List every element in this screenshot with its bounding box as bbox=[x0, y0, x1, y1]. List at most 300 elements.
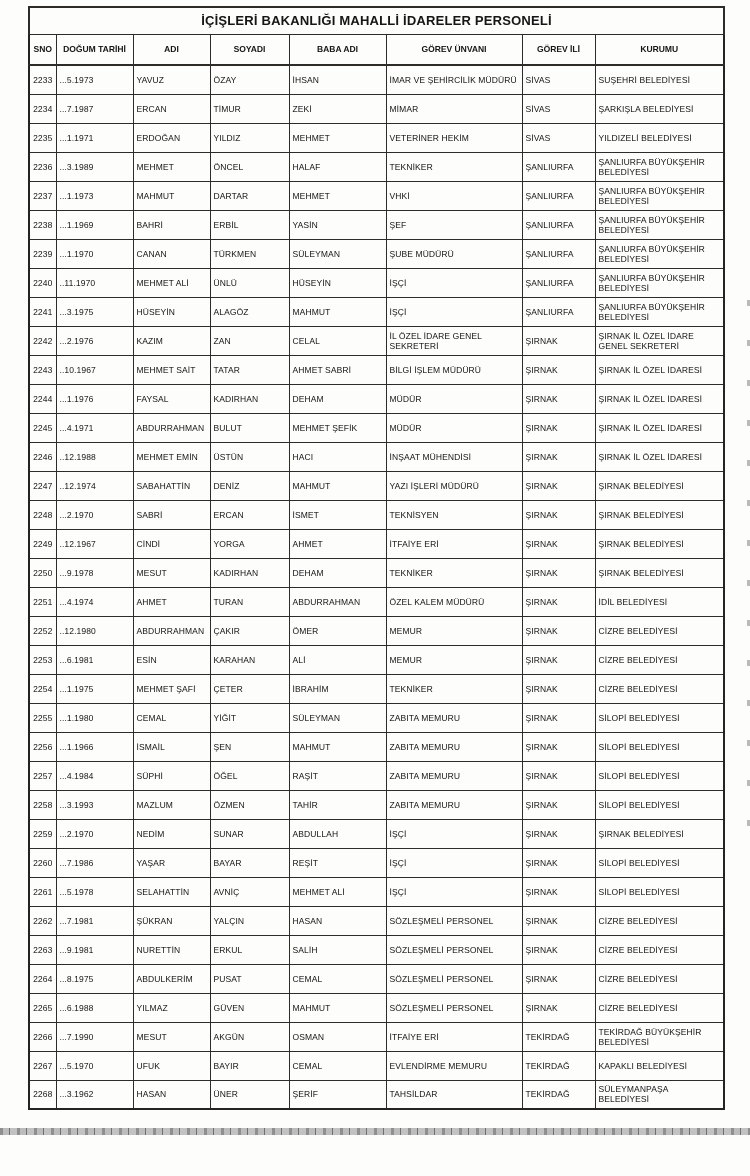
table-row bbox=[29, 790, 724, 819]
cell-soyadi: ERBİL bbox=[210, 210, 289, 239]
cell-baba-adi: AHMET bbox=[289, 529, 386, 558]
cell-gorev-ili: ŞIRNAK bbox=[522, 616, 595, 645]
cell-soyadi: SUNAR bbox=[210, 819, 289, 848]
cell-kurumu: CİZRE BELEDİYESİ bbox=[595, 935, 724, 964]
cell-adi: ESİN bbox=[133, 645, 210, 674]
cell-sno: 2256 bbox=[29, 732, 56, 761]
cell-dogum-tarihi: ...1.1976 bbox=[56, 384, 133, 413]
cell-gorev-ili: ŞIRNAK bbox=[522, 413, 595, 442]
cell-kurumu: SUŞEHRİ BELEDİYESİ bbox=[595, 65, 724, 94]
cell-adi: AHMET bbox=[133, 587, 210, 616]
cell-gorev-unvani: TEKNİKER bbox=[386, 674, 522, 703]
cell-gorev-unvani: EVLENDİRME MEMURU bbox=[386, 1051, 522, 1080]
cell-dogum-tarihi: ...3.1962 bbox=[56, 1080, 133, 1109]
table-row bbox=[29, 906, 724, 935]
cell-sno: 2265 bbox=[29, 993, 56, 1022]
cell-sno: 2249 bbox=[29, 529, 56, 558]
cell-adi: CİNDİ bbox=[133, 529, 210, 558]
cell-sno: 2254 bbox=[29, 674, 56, 703]
cell-gorev-ili: ŞIRNAK bbox=[522, 877, 595, 906]
cell-adi: YILMAZ bbox=[133, 993, 210, 1022]
cell-gorev-unvani: İŞÇİ bbox=[386, 297, 522, 326]
cell-soyadi: TURAN bbox=[210, 587, 289, 616]
cell-baba-adi: DEHAM bbox=[289, 384, 386, 413]
cell-gorev-ili: ŞIRNAK bbox=[522, 645, 595, 674]
cell-kurumu: ŞANLIURFA BÜYÜKŞEHİR BELEDİYESİ bbox=[595, 181, 724, 210]
table-row bbox=[29, 558, 724, 587]
column-header-gorev-unvani: GÖREV ÜNVANI bbox=[386, 34, 522, 65]
cell-soyadi: KADIRHAN bbox=[210, 558, 289, 587]
cell-gorev-unvani: MÜDÜR bbox=[386, 384, 522, 413]
cell-gorev-ili: ŞIRNAK bbox=[522, 674, 595, 703]
cell-soyadi: YORGA bbox=[210, 529, 289, 558]
table-row bbox=[29, 819, 724, 848]
cell-kurumu: KAPAKLI BELEDİYESİ bbox=[595, 1051, 724, 1080]
title-row bbox=[29, 7, 724, 34]
table-row bbox=[29, 732, 724, 761]
table-row bbox=[29, 993, 724, 1022]
cell-gorev-ili: ŞIRNAK bbox=[522, 500, 595, 529]
cell-kurumu: SİLOPİ BELEDİYESİ bbox=[595, 732, 724, 761]
cell-sno: 2266 bbox=[29, 1022, 56, 1051]
cell-baba-adi: İBRAHİM bbox=[289, 674, 386, 703]
cell-sno: 2253 bbox=[29, 645, 56, 674]
cell-kurumu: ŞIRNAK BELEDİYESİ bbox=[595, 819, 724, 848]
cell-soyadi: ÜSTÜN bbox=[210, 442, 289, 471]
table-row bbox=[29, 645, 724, 674]
cell-adi: BAHRİ bbox=[133, 210, 210, 239]
table-row bbox=[29, 297, 724, 326]
cell-gorev-ili: ŞIRNAK bbox=[522, 471, 595, 500]
cell-sno: 2259 bbox=[29, 819, 56, 848]
cell-kurumu: TEKİRDAĞ BÜYÜKŞEHİR BELEDİYESİ bbox=[595, 1022, 724, 1051]
cell-gorev-ili: ŞIRNAK bbox=[522, 587, 595, 616]
table-row bbox=[29, 587, 724, 616]
table-row bbox=[29, 1080, 724, 1109]
cell-kurumu: SİLOPİ BELEDİYESİ bbox=[595, 703, 724, 732]
cell-baba-adi: MAHMUT bbox=[289, 732, 386, 761]
cell-kurumu: SİLOPİ BELEDİYESİ bbox=[595, 848, 724, 877]
cell-gorev-unvani: VHKİ bbox=[386, 181, 522, 210]
cell-baba-adi: HALAF bbox=[289, 152, 386, 181]
cell-baba-adi: CEMAL bbox=[289, 1051, 386, 1080]
cell-adi: NURETTİN bbox=[133, 935, 210, 964]
cell-gorev-ili: ŞANLIURFA bbox=[522, 181, 595, 210]
column-header-soyadi: SOYADI bbox=[210, 34, 289, 65]
header-row bbox=[29, 34, 724, 65]
cell-baba-adi: ZEKİ bbox=[289, 94, 386, 123]
cell-kurumu: ŞIRNAK İL ÖZEL İDARESİ bbox=[595, 355, 724, 384]
cell-gorev-ili: ŞIRNAK bbox=[522, 964, 595, 993]
cell-kurumu: ŞIRNAK İL ÖZEL İDARE GENEL SEKRETERİ bbox=[595, 326, 724, 355]
cell-soyadi: ÇAKIR bbox=[210, 616, 289, 645]
cell-kurumu: ŞIRNAK İL ÖZEL İDARESİ bbox=[595, 442, 724, 471]
cell-dogum-tarihi: ...1.1970 bbox=[56, 239, 133, 268]
cell-adi: SELAHATTİN bbox=[133, 877, 210, 906]
cell-gorev-ili: ŞIRNAK bbox=[522, 993, 595, 1022]
cell-adi: MESUT bbox=[133, 1022, 210, 1051]
cell-kurumu: ŞIRNAK İL ÖZEL İDARESİ bbox=[595, 384, 724, 413]
cell-dogum-tarihi: ..10.1967 bbox=[56, 355, 133, 384]
cell-baba-adi: SÜLEYMAN bbox=[289, 239, 386, 268]
table-row bbox=[29, 674, 724, 703]
cell-baba-adi: AHMET SABRİ bbox=[289, 355, 386, 384]
cell-gorev-ili: ŞIRNAK bbox=[522, 906, 595, 935]
cell-adi: NEDİM bbox=[133, 819, 210, 848]
cell-gorev-unvani: MİMAR bbox=[386, 94, 522, 123]
cell-gorev-unvani: ŞEF bbox=[386, 210, 522, 239]
cell-dogum-tarihi: ...2.1976 bbox=[56, 326, 133, 355]
cell-soyadi: ZAN bbox=[210, 326, 289, 355]
cell-gorev-unvani: SÖZLEŞMELİ PERSONEL bbox=[386, 993, 522, 1022]
cell-kurumu: ŞIRNAK BELEDİYESİ bbox=[595, 500, 724, 529]
cell-gorev-ili: ŞIRNAK bbox=[522, 326, 595, 355]
cell-dogum-tarihi: ...3.1989 bbox=[56, 152, 133, 181]
cell-sno: 2250 bbox=[29, 558, 56, 587]
cell-soyadi: YALÇIN bbox=[210, 906, 289, 935]
cell-baba-adi: YASİN bbox=[289, 210, 386, 239]
cell-dogum-tarihi: ...1.1969 bbox=[56, 210, 133, 239]
cell-adi: MEHMET bbox=[133, 152, 210, 181]
table-row bbox=[29, 268, 724, 297]
table-row bbox=[29, 964, 724, 993]
table-row bbox=[29, 471, 724, 500]
cell-baba-adi: HÜSEYİN bbox=[289, 268, 386, 297]
cell-adi: MESUT bbox=[133, 558, 210, 587]
cell-soyadi: BULUT bbox=[210, 413, 289, 442]
cell-gorev-ili: ŞIRNAK bbox=[522, 355, 595, 384]
cell-soyadi: GÜVEN bbox=[210, 993, 289, 1022]
cell-dogum-tarihi: ...5.1973 bbox=[56, 65, 133, 94]
table-row bbox=[29, 1051, 724, 1080]
cell-sno: 2257 bbox=[29, 761, 56, 790]
cell-adi: SABAHATTİN bbox=[133, 471, 210, 500]
table-row bbox=[29, 355, 724, 384]
cell-gorev-unvani: TAHSİLDAR bbox=[386, 1080, 522, 1109]
cell-dogum-tarihi: ...2.1970 bbox=[56, 500, 133, 529]
cell-sno: 2252 bbox=[29, 616, 56, 645]
table-row bbox=[29, 65, 724, 94]
cell-soyadi: ALAGÖZ bbox=[210, 297, 289, 326]
table-row bbox=[29, 239, 724, 268]
cell-soyadi: DARTAR bbox=[210, 181, 289, 210]
cell-gorev-ili: ŞIRNAK bbox=[522, 703, 595, 732]
cell-kurumu: CİZRE BELEDİYESİ bbox=[595, 964, 724, 993]
cell-sno: 2251 bbox=[29, 587, 56, 616]
table-row bbox=[29, 877, 724, 906]
cell-sno: 2241 bbox=[29, 297, 56, 326]
cell-gorev-ili: TEKİRDAĞ bbox=[522, 1022, 595, 1051]
cell-sno: 2245 bbox=[29, 413, 56, 442]
cell-soyadi: ŞEN bbox=[210, 732, 289, 761]
cell-sno: 2236 bbox=[29, 152, 56, 181]
cell-dogum-tarihi: ...1.1980 bbox=[56, 703, 133, 732]
cell-kurumu: CİZRE BELEDİYESİ bbox=[595, 993, 724, 1022]
cell-kurumu: CİZRE BELEDİYESİ bbox=[595, 906, 724, 935]
scan-artifact-bar bbox=[0, 1128, 750, 1135]
cell-gorev-unvani: TEKNİKER bbox=[386, 558, 522, 587]
cell-gorev-unvani: İNŞAAT MÜHENDİSİ bbox=[386, 442, 522, 471]
cell-dogum-tarihi: ..12.1967 bbox=[56, 529, 133, 558]
cell-adi: MEHMET EMİN bbox=[133, 442, 210, 471]
cell-adi: ŞÜKRAN bbox=[133, 906, 210, 935]
cell-baba-adi: MEHMET bbox=[289, 181, 386, 210]
column-header-dogum-tarihi: DOĞUM TARİHİ bbox=[56, 34, 133, 65]
cell-dogum-tarihi: ...8.1975 bbox=[56, 964, 133, 993]
cell-soyadi: TİMUR bbox=[210, 94, 289, 123]
cell-baba-adi: İHSAN bbox=[289, 65, 386, 94]
cell-soyadi: TÜRKMEN bbox=[210, 239, 289, 268]
cell-kurumu: ŞANLIURFA BÜYÜKŞEHİR BELEDİYESİ bbox=[595, 297, 724, 326]
column-header-baba-adi: BABA ADI bbox=[289, 34, 386, 65]
cell-gorev-unvani: SÖZLEŞMELİ PERSONEL bbox=[386, 935, 522, 964]
cell-kurumu: CİZRE BELEDİYESİ bbox=[595, 645, 724, 674]
cell-kurumu: ŞANLIURFA BÜYÜKŞEHİR BELEDİYESİ bbox=[595, 268, 724, 297]
cell-dogum-tarihi: ...7.1990 bbox=[56, 1022, 133, 1051]
cell-adi: YAVUZ bbox=[133, 65, 210, 94]
cell-dogum-tarihi: ...9.1981 bbox=[56, 935, 133, 964]
cell-adi: ERDOĞAN bbox=[133, 123, 210, 152]
table-row bbox=[29, 761, 724, 790]
cell-kurumu: ŞIRNAK BELEDİYESİ bbox=[595, 529, 724, 558]
cell-adi: İSMAİL bbox=[133, 732, 210, 761]
cell-gorev-ili: TEKİRDAĞ bbox=[522, 1080, 595, 1109]
cell-gorev-unvani: TEKNİSYEN bbox=[386, 500, 522, 529]
cell-adi: ERCAN bbox=[133, 94, 210, 123]
cell-dogum-tarihi: ...7.1986 bbox=[56, 848, 133, 877]
column-header-sno: SNO bbox=[29, 34, 56, 65]
cell-adi: KAZIM bbox=[133, 326, 210, 355]
cell-baba-adi: SALİH bbox=[289, 935, 386, 964]
cell-sno: 2260 bbox=[29, 848, 56, 877]
table-row bbox=[29, 326, 724, 355]
cell-dogum-tarihi: ...4.1974 bbox=[56, 587, 133, 616]
cell-gorev-unvani: İŞÇİ bbox=[386, 848, 522, 877]
cell-gorev-ili: ŞIRNAK bbox=[522, 819, 595, 848]
cell-soyadi: ERCAN bbox=[210, 500, 289, 529]
cell-dogum-tarihi: ...1.1973 bbox=[56, 181, 133, 210]
cell-kurumu: ŞIRNAK BELEDİYESİ bbox=[595, 471, 724, 500]
cell-soyadi: ERKUL bbox=[210, 935, 289, 964]
cell-sno: 2237 bbox=[29, 181, 56, 210]
table-row bbox=[29, 94, 724, 123]
cell-gorev-unvani: İL ÖZEL İDARE GENEL SEKRETERİ bbox=[386, 326, 522, 355]
cell-kurumu: SÜLEYMANPAŞA BELEDİYESİ bbox=[595, 1080, 724, 1109]
cell-baba-adi: TAHİR bbox=[289, 790, 386, 819]
cell-baba-adi: SÜLEYMAN bbox=[289, 703, 386, 732]
cell-kurumu: ŞANLIURFA BÜYÜKŞEHİR BELEDİYESİ bbox=[595, 210, 724, 239]
column-header-adi: ADI bbox=[133, 34, 210, 65]
cell-baba-adi: HACI bbox=[289, 442, 386, 471]
cell-sno: 2248 bbox=[29, 500, 56, 529]
cell-soyadi: AKGÜN bbox=[210, 1022, 289, 1051]
cell-kurumu: YILDIZELİ BELEDİYESİ bbox=[595, 123, 724, 152]
cell-gorev-unvani: İŞÇİ bbox=[386, 819, 522, 848]
cell-soyadi: DENİZ bbox=[210, 471, 289, 500]
cell-baba-adi: DEHAM bbox=[289, 558, 386, 587]
cell-sno: 2267 bbox=[29, 1051, 56, 1080]
cell-adi: HASAN bbox=[133, 1080, 210, 1109]
cell-baba-adi: ALİ bbox=[289, 645, 386, 674]
table-row bbox=[29, 152, 724, 181]
cell-sno: 2262 bbox=[29, 906, 56, 935]
cell-sno: 2247 bbox=[29, 471, 56, 500]
cell-dogum-tarihi: ..12.1980 bbox=[56, 616, 133, 645]
cell-gorev-unvani: İTFAİYE ERİ bbox=[386, 529, 522, 558]
cell-dogum-tarihi: ...2.1970 bbox=[56, 819, 133, 848]
cell-gorev-ili: ŞANLIURFA bbox=[522, 239, 595, 268]
cell-soyadi: KADIRHAN bbox=[210, 384, 289, 413]
cell-gorev-ili: ŞIRNAK bbox=[522, 732, 595, 761]
cell-baba-adi: OSMAN bbox=[289, 1022, 386, 1051]
cell-baba-adi: MEHMET bbox=[289, 123, 386, 152]
cell-kurumu: ŞIRNAK İL ÖZEL İDARESİ bbox=[595, 413, 724, 442]
cell-gorev-ili: SİVAS bbox=[522, 94, 595, 123]
cell-sno: 2264 bbox=[29, 964, 56, 993]
cell-gorev-unvani: MEMUR bbox=[386, 616, 522, 645]
cell-soyadi: BAYIR bbox=[210, 1051, 289, 1080]
cell-gorev-ili: ŞANLIURFA bbox=[522, 210, 595, 239]
cell-sno: 2240 bbox=[29, 268, 56, 297]
cell-soyadi: ÖNCEL bbox=[210, 152, 289, 181]
cell-gorev-ili: TEKİRDAĞ bbox=[522, 1051, 595, 1080]
cell-soyadi: YİĞİT bbox=[210, 703, 289, 732]
cell-adi: MAHMUT bbox=[133, 181, 210, 210]
cell-gorev-unvani: MÜDÜR bbox=[386, 413, 522, 442]
cell-soyadi: ÇETER bbox=[210, 674, 289, 703]
cell-dogum-tarihi: ...1.1966 bbox=[56, 732, 133, 761]
cell-soyadi: BAYAR bbox=[210, 848, 289, 877]
cell-sno: 2239 bbox=[29, 239, 56, 268]
cell-dogum-tarihi: ...1.1971 bbox=[56, 123, 133, 152]
column-header-gorev-ili: GÖREV İLİ bbox=[522, 34, 595, 65]
cell-dogum-tarihi: ...5.1978 bbox=[56, 877, 133, 906]
cell-kurumu: CİZRE BELEDİYESİ bbox=[595, 616, 724, 645]
cell-adi: ABDURRAHMAN bbox=[133, 616, 210, 645]
cell-kurumu: ŞARKIŞLA BELEDİYESİ bbox=[595, 94, 724, 123]
table-row bbox=[29, 384, 724, 413]
cell-sno: 2243 bbox=[29, 355, 56, 384]
table-body bbox=[29, 65, 724, 1109]
cell-baba-adi: MEHMET ALİ bbox=[289, 877, 386, 906]
cell-dogum-tarihi: ...5.1970 bbox=[56, 1051, 133, 1080]
cell-dogum-tarihi: ..12.1974 bbox=[56, 471, 133, 500]
cell-baba-adi: ŞERİF bbox=[289, 1080, 386, 1109]
cell-gorev-unvani: İŞÇİ bbox=[386, 268, 522, 297]
cell-dogum-tarihi: ..11.1970 bbox=[56, 268, 133, 297]
cell-baba-adi: ABDULLAH bbox=[289, 819, 386, 848]
cell-gorev-ili: ŞIRNAK bbox=[522, 935, 595, 964]
cell-dogum-tarihi: ...7.1981 bbox=[56, 906, 133, 935]
cell-adi: MEHMET ALİ bbox=[133, 268, 210, 297]
cell-baba-adi: CELAL bbox=[289, 326, 386, 355]
cell-sno: 2235 bbox=[29, 123, 56, 152]
cell-sno: 2268 bbox=[29, 1080, 56, 1109]
cell-dogum-tarihi: ...7.1987 bbox=[56, 94, 133, 123]
cell-gorev-ili: ŞANLIURFA bbox=[522, 297, 595, 326]
cell-soyadi: ÜNLÜ bbox=[210, 268, 289, 297]
cell-baba-adi: ÖMER bbox=[289, 616, 386, 645]
cell-gorev-unvani: TEKNİKER bbox=[386, 152, 522, 181]
cell-dogum-tarihi: ...6.1988 bbox=[56, 993, 133, 1022]
cell-adi: ABDULKERİM bbox=[133, 964, 210, 993]
cell-gorev-ili: ŞIRNAK bbox=[522, 761, 595, 790]
cell-sno: 2242 bbox=[29, 326, 56, 355]
cell-kurumu: ŞIRNAK BELEDİYESİ bbox=[595, 558, 724, 587]
cell-sno: 2263 bbox=[29, 935, 56, 964]
table-row bbox=[29, 500, 724, 529]
cell-adi: ABDURRAHMAN bbox=[133, 413, 210, 442]
cell-kurumu: ŞANLIURFA BÜYÜKŞEHİR BELEDİYESİ bbox=[595, 152, 724, 181]
table-row bbox=[29, 848, 724, 877]
cell-dogum-tarihi: ..12.1988 bbox=[56, 442, 133, 471]
cell-sno: 2258 bbox=[29, 790, 56, 819]
table-row bbox=[29, 616, 724, 645]
cell-gorev-unvani: İMAR VE ŞEHİRCİLİK MÜDÜRÜ bbox=[386, 65, 522, 94]
cell-kurumu: ŞANLIURFA BÜYÜKŞEHİR BELEDİYESİ bbox=[595, 239, 724, 268]
cell-gorev-ili: SİVAS bbox=[522, 65, 595, 94]
cell-adi: YAŞAR bbox=[133, 848, 210, 877]
cell-dogum-tarihi: ...3.1993 bbox=[56, 790, 133, 819]
cell-baba-adi: ABDURRAHMAN bbox=[289, 587, 386, 616]
cell-gorev-ili: SİVAS bbox=[522, 123, 595, 152]
cell-baba-adi: MAHMUT bbox=[289, 471, 386, 500]
cell-gorev-unvani: ZABITA MEMURU bbox=[386, 790, 522, 819]
cell-adi: CANAN bbox=[133, 239, 210, 268]
cell-kurumu: SİLOPİ BELEDİYESİ bbox=[595, 761, 724, 790]
cell-adi: UFUK bbox=[133, 1051, 210, 1080]
table-row bbox=[29, 935, 724, 964]
column-header-kurumu: KURUMU bbox=[595, 34, 724, 65]
cell-gorev-ili: ŞIRNAK bbox=[522, 529, 595, 558]
cell-soyadi: ÖZMEN bbox=[210, 790, 289, 819]
cell-gorev-unvani: VETERİNER HEKİM bbox=[386, 123, 522, 152]
cell-gorev-ili: ŞIRNAK bbox=[522, 790, 595, 819]
cell-soyadi: PUSAT bbox=[210, 964, 289, 993]
cell-baba-adi: MAHMUT bbox=[289, 993, 386, 1022]
cell-gorev-unvani: ZABITA MEMURU bbox=[386, 761, 522, 790]
cell-baba-adi: MAHMUT bbox=[289, 297, 386, 326]
cell-baba-adi: REŞİT bbox=[289, 848, 386, 877]
cell-adi: HÜSEYİN bbox=[133, 297, 210, 326]
cell-gorev-unvani: ZABITA MEMURU bbox=[386, 703, 522, 732]
cell-gorev-ili: ŞIRNAK bbox=[522, 384, 595, 413]
cell-baba-adi: İSMET bbox=[289, 500, 386, 529]
cell-kurumu: CİZRE BELEDİYESİ bbox=[595, 674, 724, 703]
table-row bbox=[29, 703, 724, 732]
page-title: İÇİŞLERİ BAKANLIĞI MAHALLİ İDARELER PERSONELİ bbox=[29, 7, 724, 34]
cell-sno: 2234 bbox=[29, 94, 56, 123]
cell-gorev-unvani: SÖZLEŞMELİ PERSONEL bbox=[386, 964, 522, 993]
cell-soyadi: YILDIZ bbox=[210, 123, 289, 152]
cell-gorev-ili: ŞIRNAK bbox=[522, 442, 595, 471]
cell-dogum-tarihi: ...1.1975 bbox=[56, 674, 133, 703]
table-row bbox=[29, 442, 724, 471]
cell-gorev-unvani: ŞUBE MÜDÜRÜ bbox=[386, 239, 522, 268]
cell-kurumu: SİLOPİ BELEDİYESİ bbox=[595, 877, 724, 906]
cell-kurumu: SİLOPİ BELEDİYESİ bbox=[595, 790, 724, 819]
cell-dogum-tarihi: ...6.1981 bbox=[56, 645, 133, 674]
table-row bbox=[29, 181, 724, 210]
cell-gorev-unvani: ZABITA MEMURU bbox=[386, 732, 522, 761]
cell-sno: 2246 bbox=[29, 442, 56, 471]
cell-gorev-unvani: MEMUR bbox=[386, 645, 522, 674]
cell-gorev-unvani: İŞÇİ bbox=[386, 877, 522, 906]
table-row bbox=[29, 529, 724, 558]
cell-dogum-tarihi: ...4.1984 bbox=[56, 761, 133, 790]
cell-gorev-ili: ŞIRNAK bbox=[522, 558, 595, 587]
cell-baba-adi: RAŞİT bbox=[289, 761, 386, 790]
